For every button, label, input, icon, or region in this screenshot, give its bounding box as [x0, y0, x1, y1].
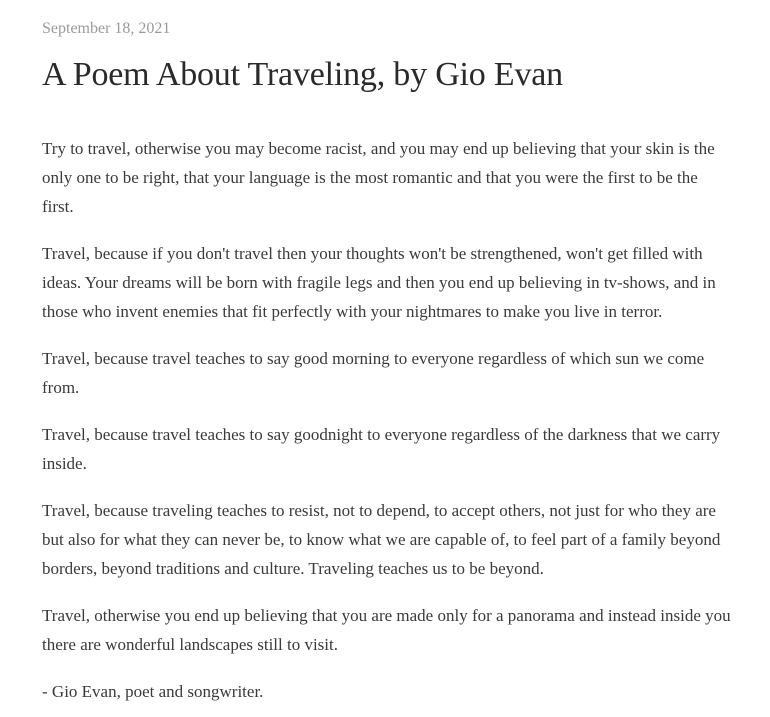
post-paragraph: Travel, because travel teaches to say good morning to everyone regardless of which sun we come from.: [42, 349, 705, 397]
post-body: [42, 134, 732, 706]
post-title: A Poem About Traveling, by Gio Evan: [42, 56, 563, 93]
post-attribution: - Gio Evan, poet and songwriter.: [42, 682, 264, 701]
post-paragraph: Travel, because if you don't travel then your thoughts won't be strengthened, won't get filled with ideas. Your dreams will be born with fragile legs and then you end up believing in tv-shows, and in those who invent enemies that fit perfectly with your nightmares to make you live in terror.: [42, 244, 716, 321]
post-paragraph: Travel, because traveling teaches to resist, not to depend, to accept others, not just for who they are but also for what they can never be, to know what we are capable of, to feel part of a family beyond borders, beyond traditions and culture. Traveling teaches us to be beyond.: [42, 501, 721, 578]
post-paragraph: Travel, otherwise you end up believing that you are made only for a panorama and instead inside you there are wonderful landscapes still to visit.: [42, 606, 731, 654]
post-paragraph: Travel, because travel teaches to say goodnight to everyone regardless of the darkness that we carry inside.: [42, 425, 721, 473]
post-date: September 18, 2021: [42, 20, 171, 37]
post-paragraph: Try to travel, otherwise you may become racist, and you may end up believing that your skin is the only one to be right, that your language is the most romantic and that you were the first to be the first.: [42, 139, 715, 216]
